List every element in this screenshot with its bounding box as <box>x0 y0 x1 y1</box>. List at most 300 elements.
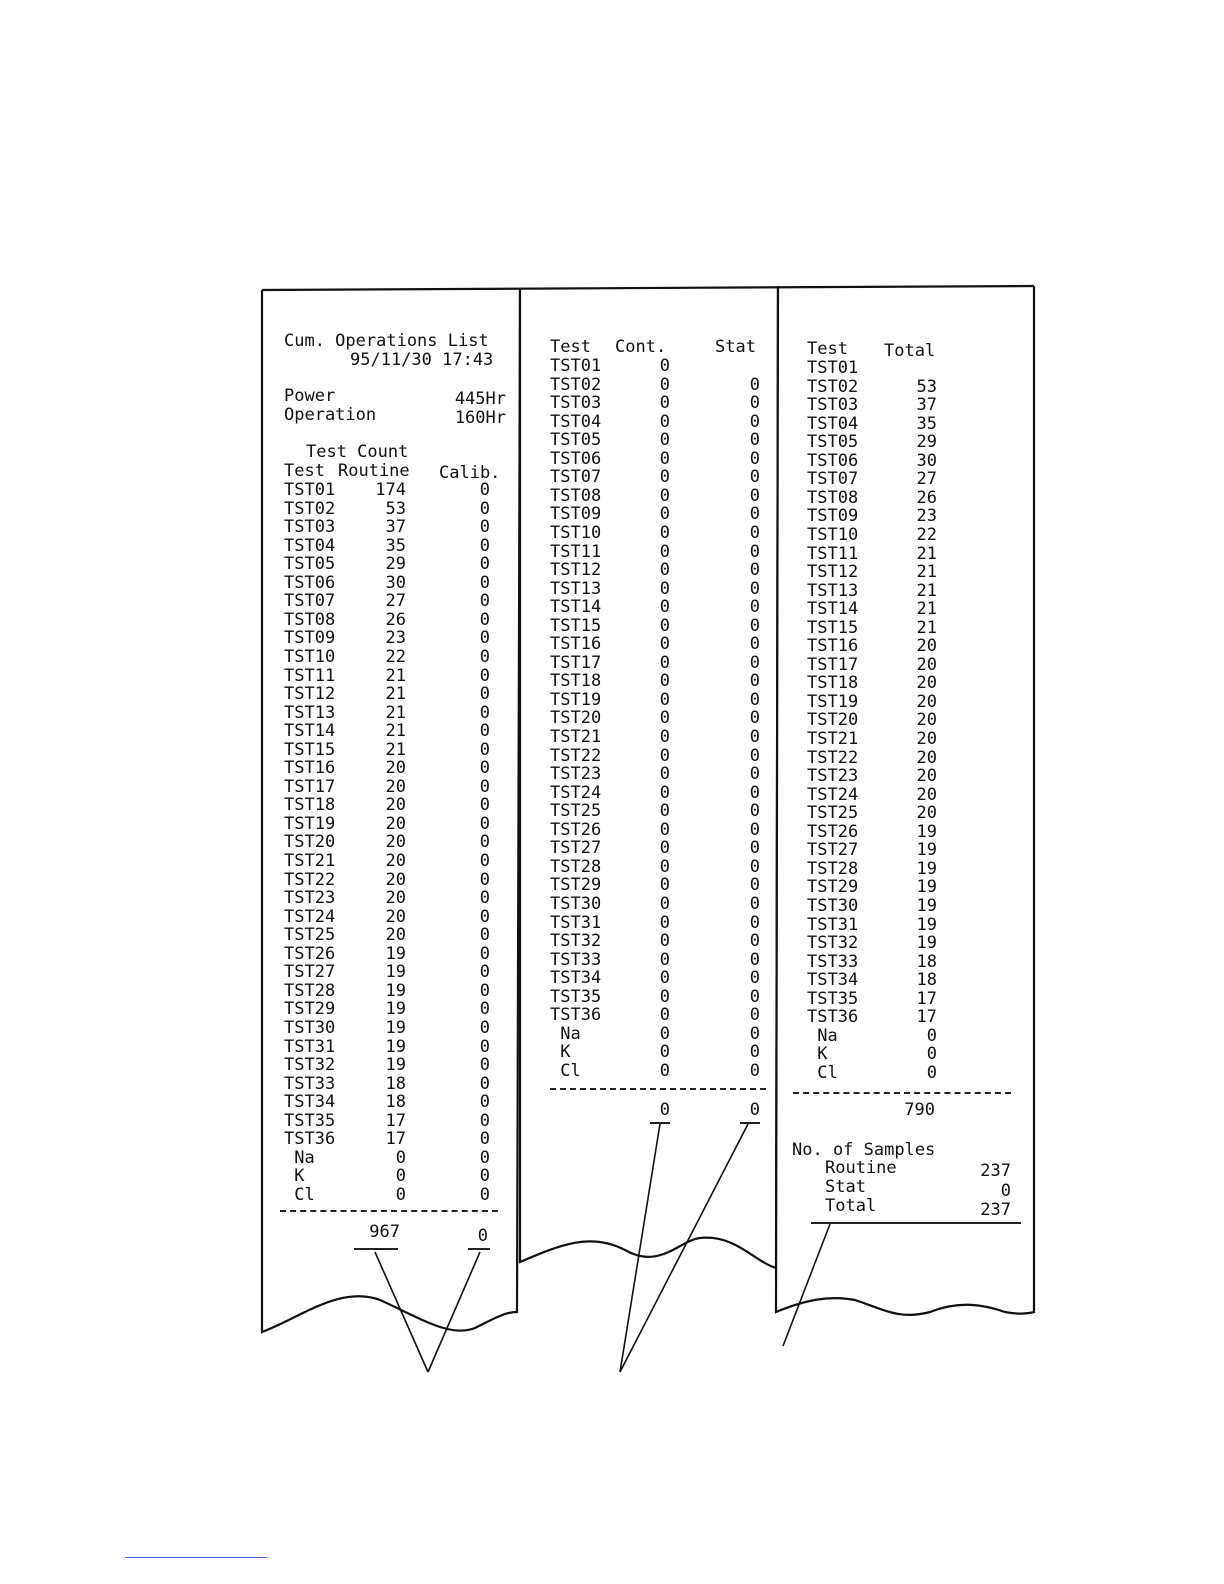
test-name-cell: TST04 <box>550 411 602 432</box>
routine-count-cell: 0 <box>395 1184 406 1205</box>
table-row <box>550 672 770 691</box>
samples-underline <box>811 1222 1021 1224</box>
col-test-header: Test <box>284 461 325 481</box>
total-count-cell: 17 <box>916 1007 937 1028</box>
test-name-cell: TST10 <box>284 647 336 667</box>
routine-count-cell: 20 <box>385 795 406 816</box>
test-name-cell: TST03 <box>807 395 859 416</box>
calib-count-cell: 0 <box>479 647 490 667</box>
calib-count-cell: 0 <box>479 1055 490 1076</box>
total-count-cell: 18 <box>916 970 937 991</box>
total-count-cell: 19 <box>916 840 937 861</box>
table-row <box>284 796 514 815</box>
table-row <box>284 759 514 778</box>
test-name-cell: TST23 <box>284 888 336 909</box>
table-row <box>284 537 514 556</box>
table-row <box>807 545 1027 564</box>
routine-count-cell: 19 <box>385 980 406 1001</box>
table-row <box>284 1093 514 1112</box>
stat-count-cell: 0 <box>749 1042 760 1063</box>
table-row <box>284 741 514 760</box>
test-name-cell: TST28 <box>550 856 602 877</box>
test-name-cell: TST01 <box>550 356 602 376</box>
total-count-cell: 20 <box>916 673 937 694</box>
total-count-cell: 18 <box>916 951 937 972</box>
routine-count-cell: 30 <box>385 572 406 593</box>
calib-count-cell: 0 <box>479 925 490 946</box>
test-name-cell: TST28 <box>284 980 336 1001</box>
cont-count-cell: 0 <box>659 986 670 1007</box>
stat-count-cell: 0 <box>749 856 760 877</box>
test-name-cell: TST12 <box>284 684 336 705</box>
test-name-cell: TST06 <box>284 572 336 593</box>
routine-count-cell: 20 <box>385 851 406 871</box>
table-row <box>550 876 770 895</box>
calib-count-cell: 0 <box>479 702 490 723</box>
table-row <box>284 704 514 723</box>
table-row <box>550 969 770 988</box>
total-count-cell: 20 <box>916 710 937 731</box>
total-count-cell: 20 <box>916 691 937 712</box>
calib-count-cell: 0 <box>479 758 490 779</box>
test-name-cell: TST26 <box>284 943 336 964</box>
table-row <box>807 452 1027 471</box>
total-count-cell: 20 <box>916 654 937 675</box>
calib-count-cell: 0 <box>479 980 490 1001</box>
calib-count-cell: 0 <box>479 1147 490 1168</box>
test-name-cell: TST20 <box>550 708 602 729</box>
calib-count-cell: 0 <box>479 554 490 575</box>
table-row <box>550 1006 770 1025</box>
calib-count-cell: 0 <box>479 572 490 593</box>
total-count-cell: 37 <box>916 395 937 416</box>
table-row <box>550 505 770 524</box>
test-name-cell: TST02 <box>550 374 602 395</box>
table-row <box>807 971 1027 990</box>
stat-count-cell: 0 <box>749 671 760 692</box>
table-row <box>550 747 770 766</box>
test-name-cell: K <box>807 1044 828 1065</box>
table-row <box>807 934 1027 953</box>
calib-count-cell: 0 <box>479 498 490 519</box>
test-name-cell: Cl <box>550 1060 581 1081</box>
test-name-cell: TST08 <box>284 609 336 630</box>
cont-count-cell: 0 <box>659 448 670 469</box>
table-row <box>550 357 770 376</box>
test-name-cell: TST33 <box>550 949 602 970</box>
routine-count-cell: 19 <box>385 999 406 1020</box>
table-row <box>284 648 514 667</box>
routine-count-cell: 53 <box>385 498 406 519</box>
table-row <box>550 487 770 506</box>
table-row <box>284 722 514 741</box>
routine-count-cell: 22 <box>385 647 406 667</box>
stat-count-cell: 0 <box>749 597 760 618</box>
test-name-cell: TST14 <box>550 597 602 618</box>
table-row <box>807 637 1027 656</box>
test-name-cell: TST20 <box>284 832 336 853</box>
routine-count-cell: 27 <box>385 591 406 612</box>
total-count-cell: 26 <box>916 487 937 508</box>
table-row <box>550 895 770 914</box>
test-name-cell: TST02 <box>807 376 859 397</box>
test-name-cell: TST12 <box>550 560 602 581</box>
test-name-cell: TST27 <box>284 962 336 983</box>
cont-count-cell: 0 <box>659 634 670 655</box>
routine-count-cell: 17 <box>385 1110 406 1131</box>
test-name-cell: TST33 <box>284 1073 336 1094</box>
test-name-cell: TST15 <box>807 617 859 638</box>
table-row <box>284 1038 514 1057</box>
total-count-cell: 19 <box>916 896 937 916</box>
test-name-cell: Cl <box>807 1062 838 1083</box>
test-name-cell: Cl <box>284 1184 315 1205</box>
table-row <box>550 728 770 747</box>
table-row <box>284 481 514 500</box>
test-name-cell: TST01 <box>807 358 859 378</box>
test-name-cell: TST11 <box>550 541 602 562</box>
total-count-cell: 17 <box>916 988 937 1009</box>
stat-count-cell: 0 <box>749 1005 760 1026</box>
cont-count-cell: 0 <box>659 1060 670 1081</box>
cont-count-cell: 0 <box>659 1042 670 1063</box>
routine-count-cell: 20 <box>385 925 406 946</box>
calib-count-cell: 0 <box>479 535 490 556</box>
table-row <box>550 1062 770 1081</box>
operation-label: Operation <box>284 405 377 425</box>
cont-count-cell: 0 <box>659 615 670 636</box>
test-name-cell: TST34 <box>550 968 602 989</box>
routine-count-cell: 17 <box>385 1129 406 1150</box>
routine-value: 237 <box>980 1161 1011 1181</box>
test-name-cell: TST05 <box>807 432 859 453</box>
cont-count-cell: 0 <box>659 819 670 840</box>
table-row <box>550 691 770 710</box>
calib-count-cell: 0 <box>479 480 490 500</box>
test-name-cell: TST30 <box>550 894 602 914</box>
stat-count-cell: 0 <box>749 578 760 599</box>
test-name-cell: TST22 <box>550 745 602 766</box>
calib-count-cell: 0 <box>479 832 490 853</box>
table-row <box>807 1027 1027 1046</box>
test-name-cell: TST12 <box>807 562 859 583</box>
routine-count-cell: 21 <box>385 665 406 686</box>
cont-count-cell: 0 <box>659 727 670 747</box>
cont-count-cell: 0 <box>659 485 670 506</box>
cont-count-cell: 0 <box>659 931 670 952</box>
cont-count-cell: 0 <box>659 838 670 859</box>
total-stat: 0 <box>749 1100 760 1120</box>
table-row <box>550 932 770 951</box>
calib-count-cell: 0 <box>479 665 490 686</box>
calib-count-cell: 0 <box>479 906 490 927</box>
routine-count-cell: 35 <box>385 535 406 556</box>
test-name-cell: TST23 <box>807 766 859 787</box>
cont-count-cell: 0 <box>659 671 670 692</box>
stat-count-cell: 0 <box>749 949 760 970</box>
table-row <box>550 580 770 599</box>
total-label: Total <box>825 1196 877 1216</box>
table-row <box>284 667 514 686</box>
stat-count-cell: 0 <box>749 838 760 859</box>
table-row <box>807 619 1027 638</box>
test-name-cell: TST13 <box>284 702 336 723</box>
total-count-cell: 0 <box>926 1062 937 1083</box>
stat-count-cell: 0 <box>749 504 760 525</box>
total-count-cell: 20 <box>916 803 937 824</box>
total-count-cell: 19 <box>916 933 937 954</box>
routine-count-cell: 174 <box>375 480 406 500</box>
test-name-cell: TST36 <box>284 1129 336 1150</box>
test-name-cell: Na <box>807 1025 838 1046</box>
total-count-cell: 27 <box>916 469 937 490</box>
routine-count-cell: 20 <box>385 869 406 890</box>
stat-count-cell: 0 <box>749 912 760 933</box>
total-count-cell: 35 <box>916 413 937 434</box>
test-name-cell: TST32 <box>284 1055 336 1076</box>
total-count-cell: 23 <box>916 506 937 527</box>
cont-count-cell: 0 <box>659 541 670 562</box>
stat-count-cell: 0 <box>749 745 760 766</box>
table-row <box>807 526 1027 545</box>
table-row <box>284 1167 514 1186</box>
table-row <box>550 561 770 580</box>
table-row <box>550 468 770 487</box>
table-row <box>550 914 770 933</box>
stat-count-cell: 0 <box>749 819 760 840</box>
test-name-cell: TST14 <box>284 721 336 742</box>
cont-count-cell: 0 <box>659 652 670 673</box>
test-name-cell: TST26 <box>550 819 602 840</box>
stat-count-cell: 0 <box>749 485 760 506</box>
calib-count-cell: 0 <box>479 1073 490 1094</box>
table-row <box>550 839 770 858</box>
test-name-cell: TST18 <box>284 795 336 816</box>
test-name-cell: TST25 <box>284 925 336 946</box>
table-row <box>284 1056 514 1075</box>
test-name-cell: TST36 <box>550 1005 602 1026</box>
calib-count-cell: 0 <box>479 869 490 890</box>
routine-count-cell: 19 <box>385 1018 406 1038</box>
table-row <box>807 656 1027 675</box>
stat-count-cell: 0 <box>749 393 760 414</box>
test-name-cell: TST09 <box>284 628 336 649</box>
test-name-cell: TST09 <box>550 504 602 525</box>
stat-count-cell: 0 <box>749 560 760 581</box>
cont-count-cell: 0 <box>659 467 670 488</box>
stat-count-cell: 0 <box>749 467 760 488</box>
table-row <box>284 1186 514 1205</box>
cont-count-cell: 0 <box>659 393 670 414</box>
test-name-cell: TST28 <box>807 858 859 879</box>
test-name-cell: TST21 <box>807 729 859 749</box>
total-count-cell: 20 <box>916 747 937 768</box>
test-name-cell: TST19 <box>284 813 336 834</box>
calib-count-cell: 0 <box>479 999 490 1020</box>
table-row <box>284 1000 514 1019</box>
cont-count-cell: 0 <box>659 856 670 877</box>
calib-count-cell: 0 <box>479 851 490 871</box>
calib-count-cell: 0 <box>479 888 490 909</box>
table-row <box>284 815 514 834</box>
test-name-cell: TST16 <box>550 634 602 655</box>
routine-label: Routine <box>825 1158 897 1178</box>
calib-count-cell: 0 <box>479 1036 490 1057</box>
total-routine-underline <box>354 1248 398 1250</box>
test-name-cell: K <box>550 1042 571 1063</box>
table-row <box>807 396 1027 415</box>
test-name-cell: TST26 <box>807 821 859 842</box>
calib-count-cell: 0 <box>479 1110 490 1131</box>
test-name-cell: TST36 <box>807 1007 859 1028</box>
calib-count-cell: 0 <box>479 1129 490 1150</box>
test-name-cell: TST34 <box>807 970 859 991</box>
total-count-cell: 21 <box>916 580 937 601</box>
stat-count-cell: 0 <box>749 1060 760 1081</box>
total-value: 237 <box>980 1200 1011 1220</box>
routine-count-cell: 21 <box>385 721 406 742</box>
test-name-cell: Na <box>550 1023 581 1044</box>
routine-count-cell: 37 <box>385 517 406 538</box>
col-calib-header: Calib. <box>439 463 501 483</box>
routine-count-cell: 20 <box>385 758 406 779</box>
stat-count-cell: 0 <box>749 634 760 655</box>
table-row <box>284 889 514 908</box>
table-row <box>284 833 514 852</box>
table-row <box>284 963 514 982</box>
cont-count-cell: 0 <box>659 782 670 803</box>
table-row <box>284 685 514 704</box>
test-name-cell: TST15 <box>284 739 336 760</box>
test-name-cell: TST33 <box>807 951 859 972</box>
total-count-cell: 20 <box>916 636 937 657</box>
test-name-cell: TST08 <box>807 487 859 508</box>
stat-count-cell: 0 <box>749 615 760 636</box>
routine-count-cell: 19 <box>385 1036 406 1057</box>
list-datetime: 95/11/30 17:43 <box>350 350 494 370</box>
cont-count-cell: 0 <box>659 430 670 451</box>
test-name-cell: TST22 <box>807 747 859 768</box>
total-calib-underline <box>468 1248 490 1250</box>
table-row <box>807 600 1027 619</box>
cont-count-cell: 0 <box>659 560 670 581</box>
test-name-cell: TST29 <box>807 877 859 898</box>
routine-count-cell: 20 <box>385 832 406 853</box>
stat-count-cell: 0 <box>749 523 760 543</box>
cont-count-cell: 0 <box>659 801 670 822</box>
total-count-cell: 19 <box>916 914 937 935</box>
total-count-cell: 0 <box>926 1044 937 1065</box>
table-row <box>550 1025 770 1044</box>
routine-count-cell: 0 <box>395 1147 406 1168</box>
test-name-cell: TST35 <box>550 986 602 1007</box>
stat-count-cell: 0 <box>749 1023 760 1044</box>
test-name-cell: TST13 <box>807 580 859 601</box>
test-name-cell: TST35 <box>807 988 859 1009</box>
test-name-cell: TST04 <box>284 535 336 556</box>
table-row <box>284 1149 514 1168</box>
table-row <box>550 635 770 654</box>
table-row <box>807 730 1027 749</box>
stat-value: 0 <box>1000 1181 1011 1201</box>
total-count-cell: 19 <box>916 858 937 879</box>
test-name-cell: TST06 <box>807 450 859 471</box>
table-row <box>550 543 770 562</box>
table-row <box>284 908 514 927</box>
cont-count-cell: 0 <box>659 523 670 543</box>
test-name-cell: TST35 <box>284 1110 336 1131</box>
stat-count-cell: 0 <box>749 782 760 803</box>
routine-count-cell: 23 <box>385 628 406 649</box>
calib-count-cell: 0 <box>479 1184 490 1205</box>
table-row <box>550 376 770 395</box>
test-name-cell: TST09 <box>807 506 859 527</box>
calib-count-cell: 0 <box>479 609 490 630</box>
calib-count-cell: 0 <box>479 1092 490 1113</box>
routine-count-cell: 19 <box>385 1055 406 1076</box>
routine-count-cell: 21 <box>385 739 406 760</box>
total-cont: 0 <box>659 1100 670 1120</box>
table-row <box>550 617 770 636</box>
table-row <box>284 852 514 871</box>
total-count-cell: 20 <box>916 784 937 805</box>
test-name-cell: TST19 <box>807 691 859 712</box>
routine-count-cell: 20 <box>385 888 406 909</box>
table-row <box>284 555 514 574</box>
stat-count-cell: 0 <box>749 894 760 914</box>
test-name-cell: TST21 <box>550 727 602 747</box>
table-row <box>807 415 1027 434</box>
table-row <box>807 897 1027 916</box>
test-name-cell: TST18 <box>550 671 602 692</box>
test-name-cell: TST13 <box>550 578 602 599</box>
separator <box>280 1210 498 1212</box>
table-row <box>807 860 1027 879</box>
table-row <box>284 778 514 797</box>
table-row <box>550 784 770 803</box>
cont-count-cell: 0 <box>659 356 670 376</box>
total-routine: 967 <box>369 1222 400 1242</box>
cont-count-cell: 0 <box>659 875 670 896</box>
table-row <box>550 654 770 673</box>
test-name-cell: TST30 <box>284 1018 336 1038</box>
routine-count-cell: 20 <box>385 906 406 927</box>
routine-count-cell: 29 <box>385 554 406 575</box>
cont-count-cell: 0 <box>659 968 670 989</box>
test-name-cell: TST31 <box>284 1036 336 1057</box>
table-row <box>550 394 770 413</box>
table-row <box>807 359 1027 378</box>
test-name-cell: TST24 <box>807 784 859 805</box>
test-name-cell: TST03 <box>550 393 602 414</box>
cont-count-cell: 0 <box>659 745 670 766</box>
cont-count-cell: 0 <box>659 1023 670 1044</box>
stat-count-cell: 0 <box>749 374 760 395</box>
routine-count-cell: 0 <box>395 1166 406 1187</box>
stat-count-cell: 0 <box>749 764 760 785</box>
test-name-cell: TST22 <box>284 869 336 890</box>
total-count-cell: 19 <box>916 821 937 842</box>
table-row <box>807 953 1027 972</box>
test-name-cell: Na <box>284 1147 315 1168</box>
table-row <box>807 489 1027 508</box>
table-row <box>284 1019 514 1038</box>
total-count-cell: 53 <box>916 376 937 397</box>
table-row <box>807 878 1027 897</box>
table-row <box>807 841 1027 860</box>
routine-count-cell: 21 <box>385 684 406 705</box>
test-name-cell: TST18 <box>807 673 859 694</box>
